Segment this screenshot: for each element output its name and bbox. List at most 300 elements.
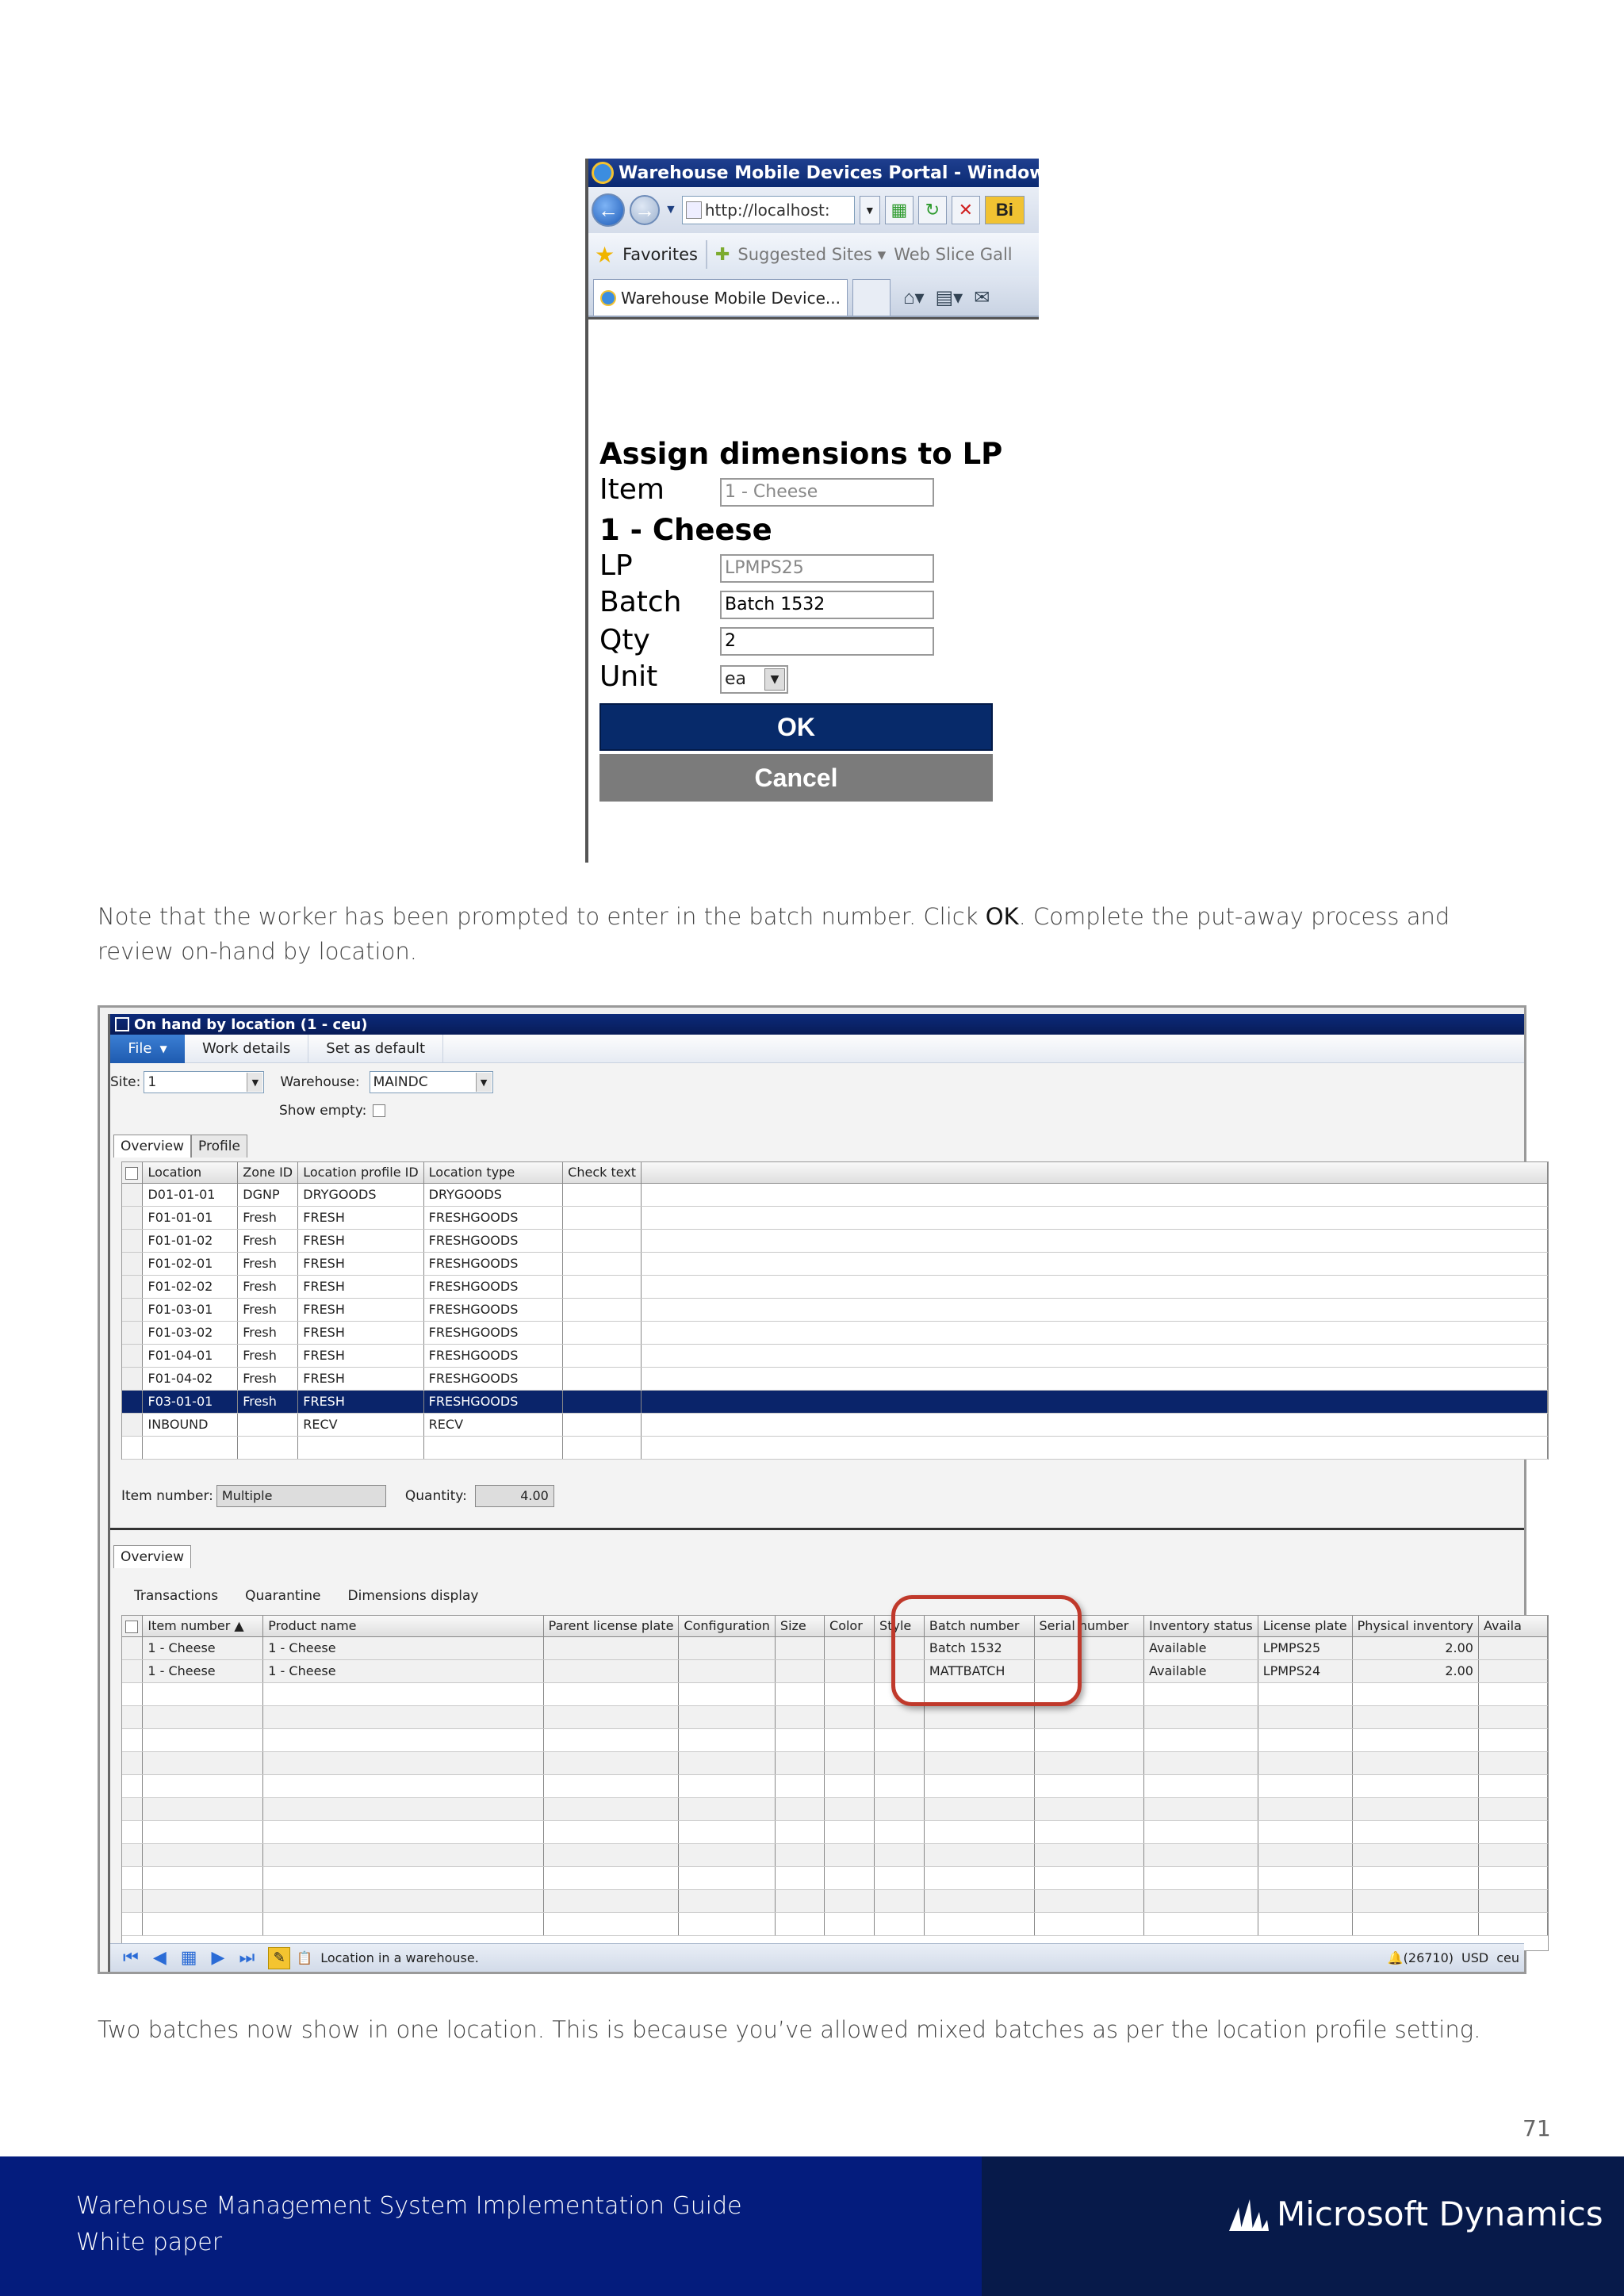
onhand-cell: 1 - Cheese: [143, 1659, 263, 1682]
empty-cell: [543, 1843, 679, 1866]
location-cell: F01-01-01: [143, 1206, 238, 1229]
notification-count: (26710): [1403, 1950, 1454, 1965]
location-cell: FRESH: [298, 1321, 423, 1344]
empty-cell: [143, 1705, 263, 1728]
empty-cell: [143, 1436, 238, 1459]
empty-cell: [1034, 1912, 1144, 1935]
suggested-sites-link[interactable]: Suggested Sites ▾: [737, 245, 887, 264]
empty-cell: [1034, 1866, 1144, 1889]
last-record-icon[interactable]: ⏭: [239, 1948, 255, 1968]
empty-cell: [1034, 1728, 1144, 1751]
ie-title-bar: [588, 159, 1143, 187]
unit-label: Unit: [599, 660, 658, 693]
row-select-cell[interactable]: [122, 1252, 143, 1275]
empty-cell: [1258, 1705, 1352, 1728]
column-header[interactable]: Check text: [563, 1162, 642, 1183]
previous-record-icon[interactable]: ◀: [152, 1948, 167, 1968]
onhand-header-row: [122, 1616, 1548, 1636]
dynamics-mark-icon: [1228, 2196, 1269, 2233]
empty-cell: [1258, 1751, 1352, 1774]
onhand-cell: 1 - Cheese: [143, 1636, 263, 1659]
web-slice-gallery-link[interactable]: Web Slice Gall: [894, 245, 1013, 264]
column-header[interactable]: License plate: [1258, 1616, 1352, 1636]
column-header[interactable]: Zone ID: [238, 1162, 298, 1183]
empty-cell: [924, 1866, 1034, 1889]
next-record-icon[interactable]: ▶: [211, 1948, 225, 1968]
empty-cell: [825, 1797, 875, 1820]
mail-icon[interactable]: ✉: [974, 286, 990, 308]
grid-view-icon[interactable]: ▦: [180, 1948, 197, 1968]
column-header[interactable]: Batch number: [924, 1616, 1034, 1636]
column-header[interactable]: Serial number: [1034, 1616, 1144, 1636]
empty-cell: [263, 1820, 543, 1843]
empty-cell: [1478, 1820, 1547, 1843]
location-row[interactable]: [122, 1183, 1548, 1206]
tab-warehouse-portal[interactable]: [593, 279, 848, 316]
tab-strip: [588, 276, 1039, 317]
row-select-cell[interactable]: [122, 1206, 143, 1229]
onhand-cell: [679, 1659, 776, 1682]
bing-label: Bi: [995, 200, 1013, 220]
column-header[interactable]: Product name: [263, 1616, 543, 1636]
empty-cell: [1258, 1912, 1352, 1935]
empty-cell: [775, 1705, 824, 1728]
para1-ok-term: OK: [985, 903, 1019, 930]
filler-cell: [642, 1206, 1548, 1229]
first-record-icon[interactable]: ⏮: [123, 1948, 139, 1968]
empty-cell: [1352, 1728, 1478, 1751]
column-header[interactable]: Inventory status: [1144, 1616, 1258, 1636]
location-row[interactable]: [122, 1229, 1548, 1252]
empty-row: [122, 1751, 1548, 1774]
location-cell: [563, 1229, 642, 1252]
row-select-cell[interactable]: [122, 1183, 143, 1206]
location-cell: F01-01-02: [143, 1229, 238, 1252]
column-header[interactable]: Location profile ID: [298, 1162, 423, 1183]
empty-cell: [1144, 1774, 1258, 1797]
location-cell: DRYGOODS: [423, 1183, 563, 1206]
page-number: 71: [1522, 2115, 1551, 2141]
location-cell: [563, 1367, 642, 1390]
empty-cell: [1478, 1728, 1547, 1751]
empty-cell: [825, 1728, 875, 1751]
empty-cell: [543, 1866, 679, 1889]
stop-icon[interactable]: ✕: [952, 196, 980, 224]
item-input[interactable]: 1 - Cheese: [720, 478, 934, 507]
favorites-separator: [706, 240, 707, 269]
location-cell: FRESHGOODS: [423, 1367, 563, 1390]
empty-cell: [143, 1797, 263, 1820]
status-bar: [110, 1943, 1524, 1972]
tab-overview[interactable]: Overview: [113, 1135, 191, 1158]
location-cell: Fresh: [238, 1321, 298, 1344]
empty-cell: [679, 1820, 776, 1843]
lower-tabs: [113, 1545, 191, 1568]
onhand-cell: [775, 1636, 824, 1659]
empty-cell: [775, 1751, 824, 1774]
empty-cell: [825, 1843, 875, 1866]
empty-cell: [924, 1912, 1034, 1935]
onhand-rows: [122, 1636, 1548, 1935]
location-cell: FRESH: [298, 1206, 423, 1229]
onhand-cell: [1478, 1659, 1547, 1682]
empty-cell: [775, 1912, 824, 1935]
empty-cell: [543, 1751, 679, 1774]
warehouse-combo[interactable]: [370, 1071, 493, 1093]
empty-cell: [122, 1751, 143, 1774]
empty-cell: [1478, 1797, 1547, 1820]
empty-cell: [1258, 1797, 1352, 1820]
empty-row: [122, 1912, 1548, 1935]
empty-cell: [143, 1866, 263, 1889]
empty-cell: [1478, 1774, 1547, 1797]
empty-cell: [1034, 1820, 1144, 1843]
empty-cell: [423, 1436, 563, 1459]
empty-cell: [825, 1751, 875, 1774]
empty-cell: [543, 1912, 679, 1935]
batch-number-highlight: [891, 1595, 1082, 1706]
empty-cell: [775, 1820, 824, 1843]
location-cell: [563, 1413, 642, 1436]
empty-cell: [1478, 1866, 1547, 1889]
row-select-cell[interactable]: [122, 1344, 143, 1367]
chevron-down-icon: ▼: [764, 668, 785, 691]
empty-cell: [263, 1866, 543, 1889]
notification-bell-icon[interactable]: 🔔(26710): [1387, 1950, 1454, 1965]
empty-cell: [143, 1820, 263, 1843]
column-header[interactable]: Availa: [1478, 1616, 1547, 1636]
onhand-cell: LPMPS24: [1258, 1659, 1352, 1682]
onhand-grid: [121, 1615, 1549, 1951]
location-cell: FRESH: [298, 1390, 423, 1413]
location-rows: [122, 1183, 1548, 1459]
tab-lower-overview[interactable]: Overview: [113, 1545, 191, 1568]
address-bar[interactable]: [682, 196, 855, 224]
onhand-cell: MATTBATCH: [924, 1659, 1034, 1682]
empty-cell: [263, 1843, 543, 1866]
currency-indicator: USD: [1461, 1950, 1489, 1965]
dynamics-brand-text: Microsoft Dynamics: [1277, 2195, 1603, 2233]
empty-row: [122, 1682, 1548, 1705]
empty-cell: [1034, 1797, 1144, 1820]
location-cell: [563, 1183, 642, 1206]
bing-search-icon[interactable]: [985, 196, 1025, 224]
qty-input[interactable]: 2: [720, 627, 934, 656]
page-icon: [686, 201, 702, 219]
location-cell: FRESHGOODS: [423, 1229, 563, 1252]
filler-cell: [642, 1390, 1548, 1413]
empty-cell: [122, 1774, 143, 1797]
column-header[interactable]: Color: [825, 1616, 875, 1636]
location-cell: [563, 1344, 642, 1367]
site-combo[interactable]: [144, 1071, 264, 1093]
document-icon[interactable]: 📋: [297, 1950, 313, 1965]
feeds-icon[interactable]: ▤▾: [935, 286, 963, 308]
empty-cell: [775, 1682, 824, 1705]
location-cell: Fresh: [238, 1206, 298, 1229]
column-header[interactable]: Item number ▲: [143, 1616, 263, 1636]
empty-cell: [1034, 1705, 1144, 1728]
location-grid: [121, 1161, 1549, 1460]
empty-cell: [1144, 1705, 1258, 1728]
empty-cell: [875, 1797, 925, 1820]
location-row[interactable]: [122, 1390, 1548, 1413]
new-tab-button[interactable]: [852, 279, 891, 316]
show-empty-checkbox[interactable]: [373, 1104, 385, 1117]
column-header-filler: [642, 1162, 1548, 1183]
company-indicator: ceu: [1496, 1950, 1519, 1965]
empty-cell: [1258, 1728, 1352, 1751]
empty-cell: [825, 1705, 875, 1728]
empty-cell: [543, 1820, 679, 1843]
location-cell: DRYGOODS: [298, 1183, 423, 1206]
back-arrow-icon[interactable]: ←: [592, 193, 625, 227]
empty-cell: [1352, 1774, 1478, 1797]
row-select-cell[interactable]: [122, 1413, 143, 1436]
empty-cell: [1478, 1705, 1547, 1728]
empty-cell: [263, 1774, 543, 1797]
column-header[interactable]: Style: [875, 1616, 925, 1636]
location-cell: F01-02-01: [143, 1252, 238, 1275]
row-select-cell[interactable]: [122, 1229, 143, 1252]
filler-cell: [642, 1344, 1548, 1367]
tab-profile[interactable]: Profile: [191, 1135, 247, 1158]
empty-cell: [1144, 1843, 1258, 1866]
favorites-button[interactable]: Favorites: [622, 245, 698, 264]
quarantine-button[interactable]: Quarantine: [245, 1588, 321, 1604]
location-cell: FRESH: [298, 1298, 423, 1321]
row-select-cell[interactable]: [122, 1162, 143, 1183]
select-checkbox[interactable]: [125, 1167, 138, 1180]
onhand-cell: [543, 1636, 679, 1659]
show-empty-label: Show empty:: [279, 1103, 367, 1119]
form-heading: Assign dimensions to LP: [599, 437, 1003, 471]
empty-cell: [1352, 1912, 1478, 1935]
show-empty-filter: [279, 1103, 385, 1119]
suggested-sites-label: Suggested Sites: [737, 245, 872, 264]
location-cell: FRESHGOODS: [423, 1206, 563, 1229]
empty-cell: [543, 1774, 679, 1797]
empty-cell: [122, 1436, 143, 1459]
onhand-cell: Batch 1532: [924, 1636, 1034, 1659]
column-header[interactable]: Size: [775, 1616, 824, 1636]
lp-input[interactable]: LPMPS25: [720, 554, 934, 583]
empty-cell: [1352, 1751, 1478, 1774]
empty-cell: [825, 1820, 875, 1843]
empty-cell: [238, 1436, 298, 1459]
empty-row: [122, 1705, 1548, 1728]
empty-cell: [1352, 1866, 1478, 1889]
refresh-icon[interactable]: ↻: [918, 196, 947, 224]
empty-cell: [825, 1889, 875, 1912]
empty-cell: [543, 1728, 679, 1751]
empty-cell: [679, 1889, 776, 1912]
row-select-cell[interactable]: [122, 1659, 143, 1682]
quantity-field: 4.00: [475, 1485, 554, 1507]
empty-cell: [875, 1728, 925, 1751]
location-cell: Fresh: [238, 1344, 298, 1367]
empty-cell: [543, 1797, 679, 1820]
favorites-star-icon[interactable]: ★: [595, 241, 615, 268]
empty-cell: [1144, 1912, 1258, 1935]
footer-titles: [76, 2188, 742, 2261]
empty-row: [122, 1820, 1548, 1843]
location-cell: FRESHGOODS: [423, 1390, 563, 1413]
empty-cell: [143, 1843, 263, 1866]
empty-cell: [875, 1843, 925, 1866]
empty-cell: [875, 1751, 925, 1774]
onhand-row[interactable]: [122, 1636, 1548, 1659]
empty-cell: [263, 1889, 543, 1912]
location-cell: FRESH: [298, 1229, 423, 1252]
location-row[interactable]: [122, 1344, 1548, 1367]
column-header[interactable]: Location: [143, 1162, 238, 1183]
filler-cell: [642, 1183, 1548, 1206]
add-favorite-icon[interactable]: ✚: [714, 244, 730, 265]
chevron-down-icon: ▼: [159, 1043, 167, 1054]
empty-cell: [875, 1889, 925, 1912]
empty-cell: [122, 1797, 143, 1820]
empty-cell: [1144, 1820, 1258, 1843]
location-cell: [563, 1390, 642, 1413]
empty-cell: [1034, 1843, 1144, 1866]
empty-cell: [875, 1774, 925, 1797]
onhand-form-window: [108, 1014, 1524, 1972]
location-cell: F01-03-02: [143, 1321, 238, 1344]
empty-cell: [1352, 1889, 1478, 1912]
empty-cell: [1144, 1797, 1258, 1820]
select-checkbox[interactable]: [125, 1621, 138, 1633]
column-header[interactable]: Physical inventory: [1352, 1616, 1478, 1636]
action-pane: [110, 1035, 1524, 1063]
location-table: [122, 1162, 1548, 1460]
row-select-cell[interactable]: [122, 1390, 143, 1413]
filler-cell: [642, 1229, 1548, 1252]
column-header[interactable]: Location type: [423, 1162, 563, 1183]
empty-row: [122, 1774, 1548, 1797]
location-row[interactable]: [122, 1206, 1548, 1229]
para1-text-b: . Complete the put-away process and review on-hand by location.: [98, 903, 1450, 965]
empty-cell: [1034, 1774, 1144, 1797]
ie-navigation-bar: [588, 187, 1039, 233]
location-row[interactable]: [122, 1298, 1548, 1321]
page-footer: [0, 2156, 1624, 2296]
cancel-button[interactable]: Cancel: [599, 754, 993, 802]
onhand-title-bar: [110, 1014, 1524, 1035]
onhand-cell: [825, 1659, 875, 1682]
home-icon[interactable]: ⌂▾: [902, 286, 925, 308]
form-window-icon: [115, 1017, 129, 1031]
forward-arrow-icon[interactable]: →: [630, 195, 660, 225]
location-cell: RECV: [298, 1413, 423, 1436]
empty-cell: [875, 1820, 925, 1843]
transactions-button[interactable]: Transactions: [134, 1588, 219, 1604]
empty-cell: [263, 1728, 543, 1751]
quantity-label: Quantity:: [404, 1488, 467, 1504]
dimensions-display-button[interactable]: Dimensions display: [347, 1588, 479, 1604]
site-filter: [110, 1071, 493, 1093]
history-dropdown-icon[interactable]: ▼: [665, 203, 677, 216]
empty-cell: [775, 1889, 824, 1912]
onhand-cell: [775, 1659, 824, 1682]
ie-browser-screenshot: [585, 159, 1143, 863]
empty-cell: [924, 1820, 1034, 1843]
location-row[interactable]: [122, 1252, 1548, 1275]
row-select-cell[interactable]: [122, 1298, 143, 1321]
location-cell: FRESHGOODS: [423, 1252, 563, 1275]
location-row[interactable]: [122, 1413, 1548, 1436]
compatibility-icon[interactable]: ▦: [885, 196, 914, 224]
onhand-cell: LPMPS25: [1258, 1636, 1352, 1659]
location-row[interactable]: [122, 1367, 1548, 1390]
row-select-cell[interactable]: [122, 1616, 143, 1636]
address-dropdown-icon[interactable]: ▼: [860, 196, 880, 224]
location-cell: F03-01-01: [143, 1390, 238, 1413]
empty-cell: [143, 1889, 263, 1912]
row-select-cell[interactable]: [122, 1367, 143, 1390]
work-details-button[interactable]: Work details: [185, 1035, 308, 1063]
onhand-row[interactable]: [122, 1659, 1548, 1682]
onhand-cell: 1 - Cheese: [263, 1659, 543, 1682]
edit-pencil-icon[interactable]: ✎: [268, 1947, 290, 1969]
empty-cell: [263, 1912, 543, 1935]
location-row[interactable]: [122, 1321, 1548, 1344]
empty-cell: [1478, 1682, 1547, 1705]
totals-row: [121, 1485, 554, 1507]
empty-cell: [1352, 1682, 1478, 1705]
microsoft-dynamics-logo: [1228, 2195, 1603, 2233]
empty-row: [122, 1797, 1548, 1820]
lp-label: LP: [599, 549, 633, 582]
location-cell: [563, 1275, 642, 1298]
batch-input[interactable]: Batch 1532: [720, 591, 934, 619]
ok-button[interactable]: OK: [599, 703, 993, 751]
empty-cell: [679, 1797, 776, 1820]
empty-cell: [122, 1820, 143, 1843]
row-select-cell[interactable]: [122, 1275, 143, 1298]
column-header[interactable]: Parent license plate: [543, 1616, 679, 1636]
location-cell: Fresh: [238, 1367, 298, 1390]
instruction-paragraph: [98, 899, 1509, 969]
file-menu-button[interactable]: [110, 1035, 185, 1063]
row-select-cell[interactable]: [122, 1321, 143, 1344]
row-select-cell[interactable]: [122, 1636, 143, 1659]
onhand-form-screenshot: [98, 1005, 1526, 1974]
filler-cell: [642, 1367, 1548, 1390]
empty-cell: [143, 1728, 263, 1751]
pane-splitter[interactable]: [110, 1528, 1524, 1530]
location-cell: Fresh: [238, 1298, 298, 1321]
empty-cell: [924, 1797, 1034, 1820]
set-as-default-button[interactable]: Set as default: [308, 1035, 443, 1063]
ie-window-title: Warehouse Mobile Devices Portal - Windows Internet: [619, 163, 1143, 183]
file-label: File: [128, 1040, 152, 1057]
unit-select[interactable]: [720, 665, 788, 694]
warehouse-value: MAINDC: [373, 1074, 428, 1090]
empty-cell: [1352, 1820, 1478, 1843]
column-header[interactable]: Configuration: [679, 1616, 776, 1636]
empty-cell: [143, 1774, 263, 1797]
location-cell: FRESH: [298, 1344, 423, 1367]
onhand-cell: 2.00: [1352, 1636, 1478, 1659]
location-row[interactable]: [122, 1275, 1548, 1298]
empty-cell: [122, 1866, 143, 1889]
location-cell: FRESH: [298, 1367, 423, 1390]
location-cell: [238, 1413, 298, 1436]
status-text: Location in a warehouse.: [320, 1950, 479, 1965]
location-cell: D01-01-01: [143, 1183, 238, 1206]
empty-cell: [1144, 1866, 1258, 1889]
